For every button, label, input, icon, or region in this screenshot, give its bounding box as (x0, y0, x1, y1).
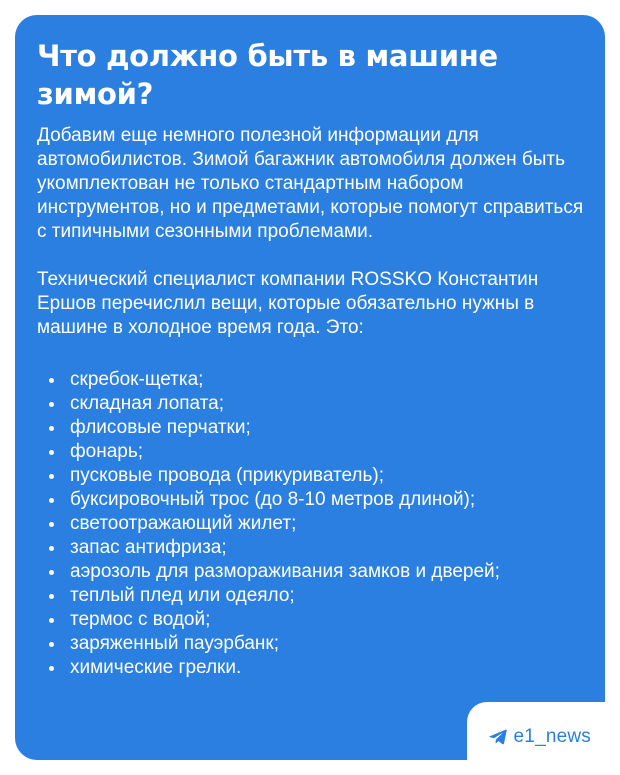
list-item-text: складная лопата; (70, 393, 225, 414)
bullet-icon (49, 594, 54, 599)
expert-paragraph: Технический специалист компании ROSSKO Константин Ершов перечислил вещи, которые обязательно нужны в машине в холодное время года. Это: (37, 269, 539, 338)
list-item-text: теплый плед или одеяло; (70, 585, 295, 606)
bullet-icon (49, 618, 54, 623)
list-item (49, 608, 583, 632)
list-item-text: флисовые перчатки; (70, 417, 251, 438)
bullet-icon (49, 642, 54, 647)
list-item (49, 392, 583, 416)
list-item (49, 440, 583, 464)
telegram-icon (489, 729, 507, 745)
list-item (49, 368, 583, 392)
list-item (49, 488, 583, 512)
items-list (37, 368, 583, 680)
bullet-icon (49, 666, 54, 671)
bullet-icon (49, 522, 54, 527)
bullet-icon (49, 570, 54, 575)
bullet-icon (49, 450, 54, 455)
list-item-text: пусковые провода (прикуриватель); (70, 465, 384, 486)
bullet-icon (49, 498, 54, 503)
bullet-icon (49, 474, 54, 479)
list-item (49, 512, 583, 536)
bullet-icon (49, 546, 54, 551)
list-item (49, 656, 583, 680)
list-item-text: светоотражающий жилет; (70, 513, 297, 534)
brand-badge[interactable] (489, 714, 591, 760)
list-item (49, 536, 583, 560)
list-item-text: термос с водой; (70, 609, 211, 630)
list-item (49, 632, 583, 656)
intro-paragraph: Добавим еще немного полезной информации для автомобилистов. Зимой багажник автомобиля должен быть укомплектован не только стандартным набором инструментов, но и предметами, которые помогут справиться с типичными сезонными проблемами. (37, 125, 584, 242)
list-item-text: аэрозоль для размораживания замков и дверей; (70, 561, 500, 582)
info-card (15, 15, 605, 760)
brand-handle: e1_news (513, 726, 591, 747)
bullet-icon (49, 402, 54, 407)
list-item (49, 416, 583, 440)
list-item-text: заряженный пауэрбанк; (70, 633, 280, 654)
list-item-text: запас антифриза; (70, 537, 227, 558)
list-item-text: фонарь; (70, 441, 144, 462)
list-item (49, 560, 583, 584)
list-item-text: буксировочный трос (до 8-10 метров длиной); (70, 489, 476, 510)
bullet-icon (49, 426, 54, 431)
list-item-text: химические грелки. (70, 657, 242, 678)
list-item-text: скребок-щетка; (70, 369, 204, 390)
bullet-icon (49, 378, 54, 383)
card-title: Что должно быть в машине зимой? (37, 39, 498, 111)
list-item (49, 464, 583, 488)
list-item (49, 584, 583, 608)
